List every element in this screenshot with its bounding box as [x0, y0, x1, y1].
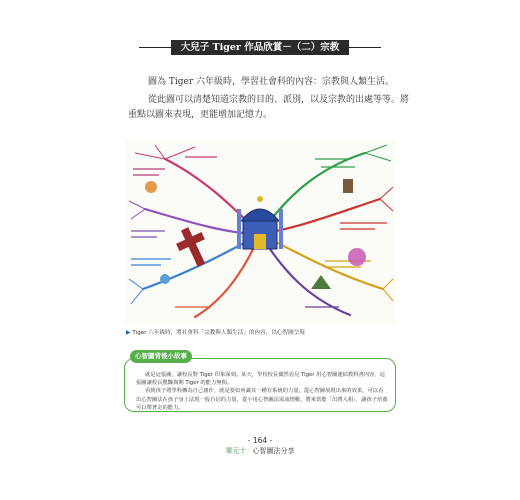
- caption-text: Tiger 六年級時，將社會科「宗教與人類生活」的內容，以心智圖呈現: [132, 330, 305, 336]
- story-paragraph-2: 看到孩子將學科轉為自己創作，就是要如何識其一種有系統的力量，從心智圖展現出來的效果，可以看出心智圖法在孩子身上法現一股自信的力量，從小用心智圖法需成情數，將來當能「出將入相」，讓孩子培養可以帶著走的能力。: [136, 388, 388, 411]
- chapter-footer: [0, 446, 520, 456]
- section-title-bar: [139, 40, 381, 55]
- story-heading: 心智圖背後小故事: [130, 350, 192, 363]
- mind-map-image: [125, 139, 395, 324]
- intro-paragraph-3: 重點以圖來表現，更能增加記憶力。: [128, 110, 273, 120]
- section-title: 大兒子 Tiger 作品欣賞－（二）宗教: [171, 40, 349, 55]
- chapter-title: 心智圖法分享: [252, 447, 295, 455]
- story-paragraph-1: 就是這張圖，讓校長對 Tiger 印象深刻。某天，學校校長偶然看見 Tiger 用心智圖連結教科書內容，這張圖讓校長驚豔與期 Tiger 的能力無関。: [136, 372, 386, 387]
- story-text: [136, 371, 388, 412]
- caption-marker: ▶: [126, 329, 131, 336]
- page-number: - 164 -: [247, 436, 273, 445]
- figure-caption: [126, 328, 305, 336]
- mind-map-drawing: [125, 139, 395, 324]
- chapter-number: 單元十: [225, 447, 247, 455]
- intro-paragraph-1: 圖為 Tiger 六年級時，學習社會科的內容：宗教與人類生活。: [148, 77, 394, 87]
- intro-paragraph-2: 從此圖可以清楚知道宗教的目的、派別，以及宗教的出處等等。將: [148, 95, 410, 105]
